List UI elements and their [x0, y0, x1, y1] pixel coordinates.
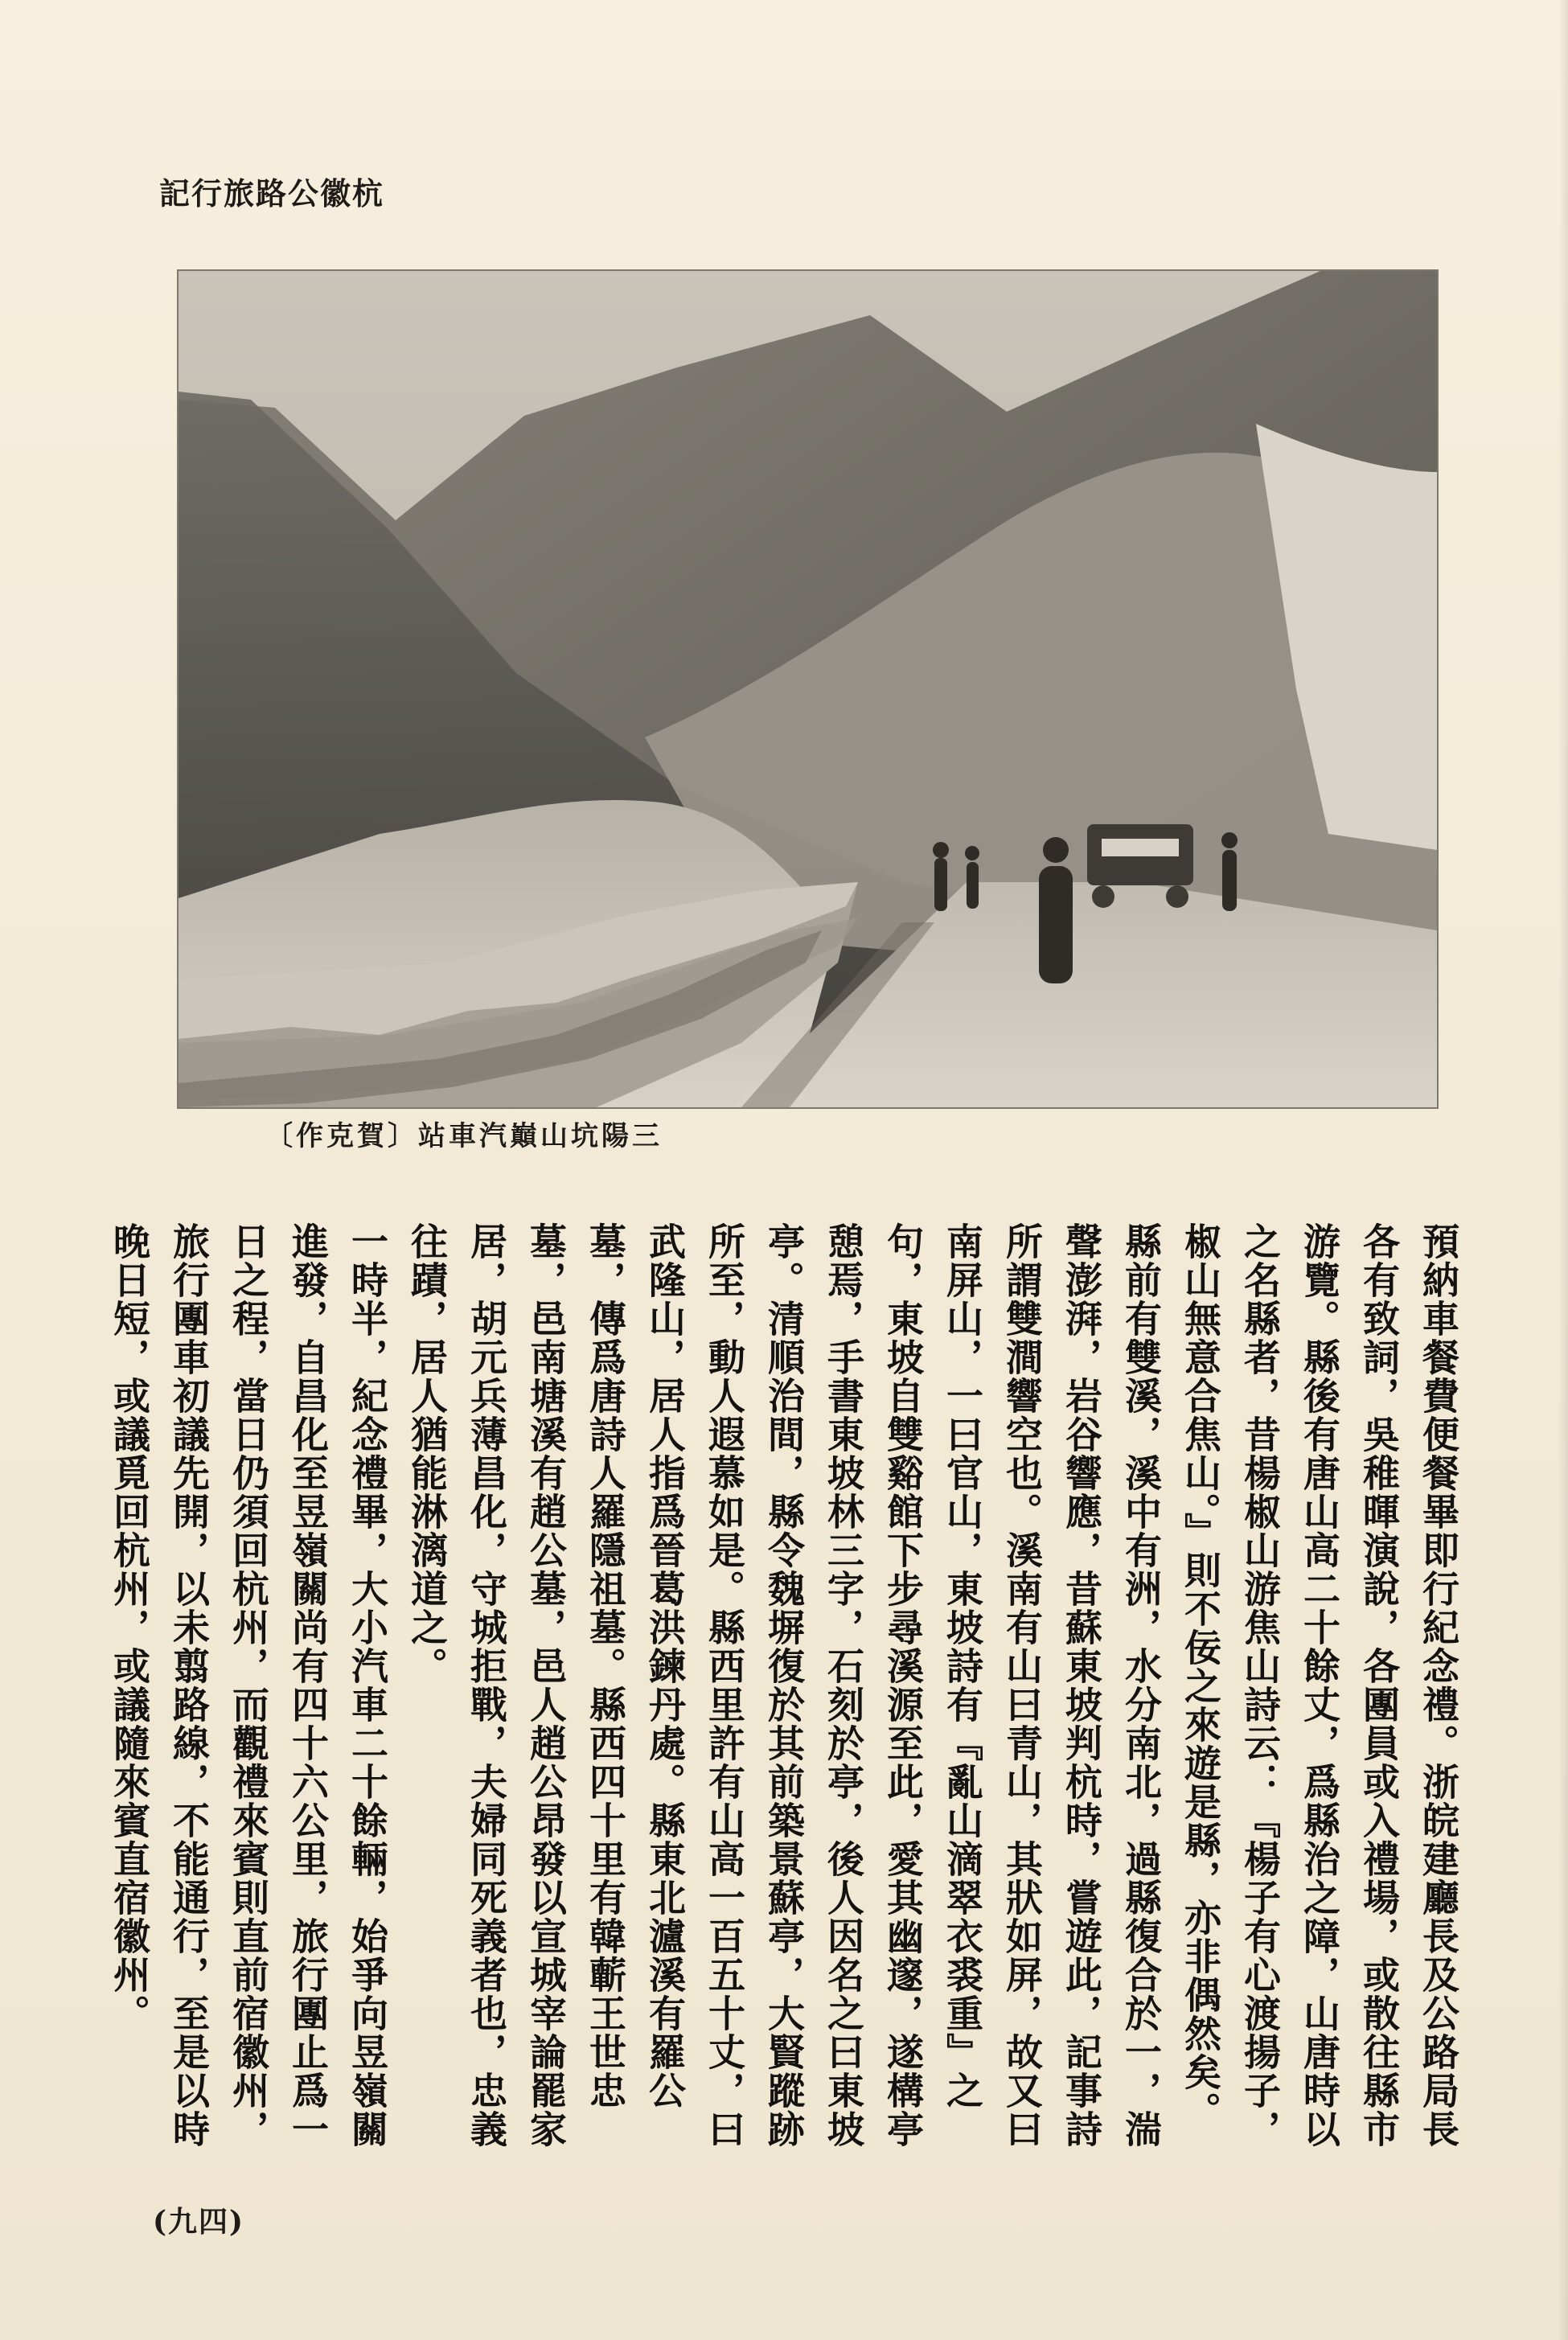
paragraph: 預納車餐費便餐畢即行紀念禮。浙皖建廳長及公路局長各有致詞，吳稚暉演說，各團員或入禮場，或散往縣市游覽。縣後有唐山高二十餘丈，爲縣治之障，山唐時以之名縣者，昔楊椒山游焦山詩云：『楊子有心渡揚子，椒山無意合焦山。』則不佞之來遊是縣，亦非偶然矣。縣前有雙溪，溪中有洲，水分南北，過縣復合於一，湍聲澎湃，岩谷響應，昔蘇東坡判杭時，嘗遊此，記事詩所謂雙澗響空也。溪南有山曰青山，其狀如屏，故又曰南屏山，一曰官山，東坡詩有『亂山滴翠衣裘重』之句，東坡自雙谿館下步尋溪源至此，愛其幽邃，遂構亭憩焉，手書東坡林三字，石刻於亭，後人因名之曰東坡亭。清順治間，縣令魏塀復於其前築景蘇亭，大賢蹤跡所至，動人遐慕如是。縣西里許有山高一百五十丈，曰武隆山，居人指爲晉葛洪鍊丹處。縣東北瀘溪有羅公墓，傳爲唐詩人羅隱祖墓。縣西四十里有韓蘄王世忠墓，邑南塘溪有趙公墓，邑人趙公昂發以宣城宰論罷家居，胡元兵薄昌化，守城拒戰，夫婦同死義者也，忠義往蹟，居人猶能淋漓道之。: [405, 1222, 1460, 2149]
photo-caption: 三陽坑山巔汽車站〔賀克作〕: [265, 1120, 663, 1152]
photo-image: [179, 271, 1437, 1107]
page-number: (九四): [153, 2205, 245, 2239]
mountain-road-photo: [177, 269, 1439, 1109]
running-header: 杭徽公路旅行記: [159, 175, 385, 211]
article-body: [108, 1222, 1468, 2159]
scan-edge: [1558, 0, 1568, 2340]
paragraph: 一時半，紀念禮畢，大小汽車二十餘輛，始爭向昱嶺關進發，自昌化至昱嶺關尚有四十六公里，旅行團止爲一日之程，當日仍須回杭州，而觀禮來賓則直前宿徽州，旅行團車初議先開，以未翦路線，不能通行，至是以時晚日短，或議覓回杭州，或議隨來賓直宿徽州。: [108, 1222, 389, 2149]
